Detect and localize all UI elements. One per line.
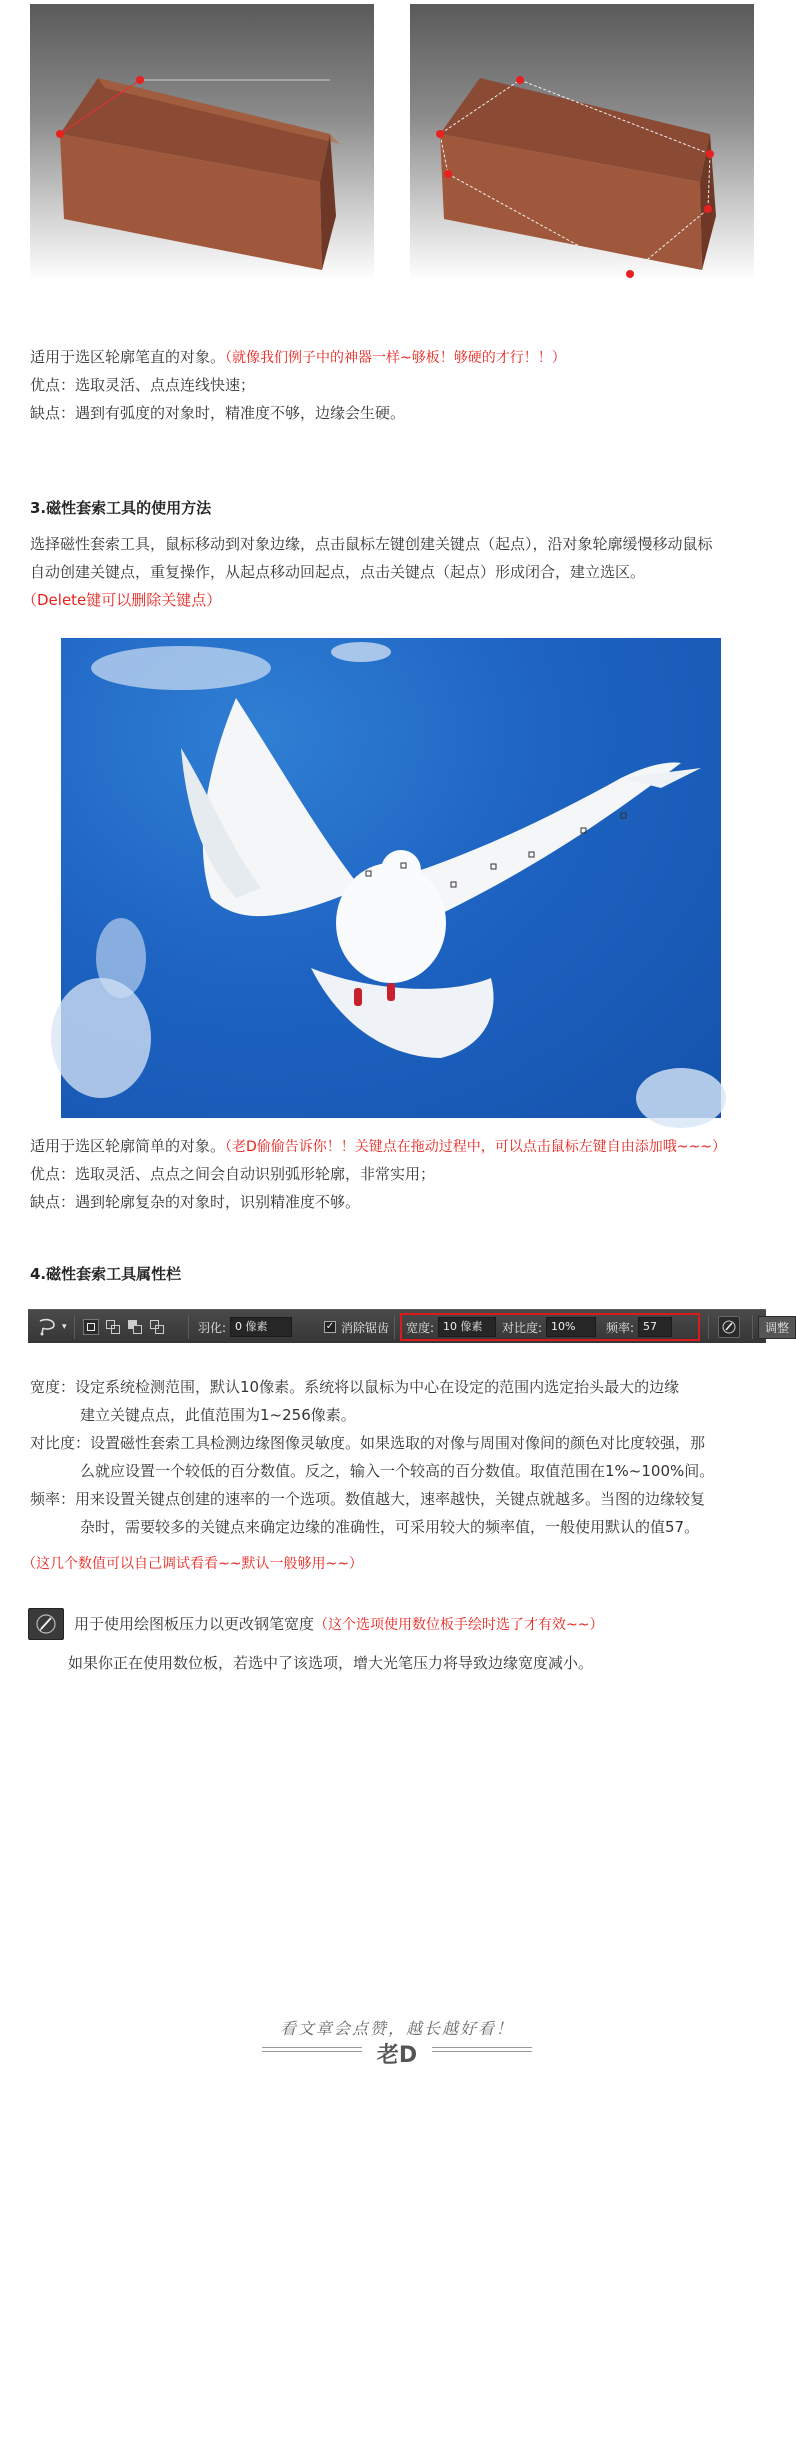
intersect-selection-icon[interactable]: [149, 1319, 165, 1335]
dove-photo: [61, 638, 721, 1118]
chevron-down-icon: ▾: [62, 1322, 67, 1332]
signature: [262, 2016, 532, 2076]
antialias-label: 消除锯齿: [341, 1320, 390, 1335]
subtract-selection-icon[interactable]: [127, 1319, 143, 1335]
straight-lasso-pros: 优点：选取灵活、点点连线快速；: [30, 376, 256, 394]
selection-mode-group: [83, 1310, 165, 1344]
pen-pressure-text: 用于使用绘图板压力以更改钢笔宽度（这个选项使用数位板手绘时选了才有效~~）: [74, 1615, 604, 1633]
width-definition: 宽度：设定系统检测范围，默认10像素。系统将以鼠标为中心在设定的范围内选定抬头最大的边缘 建立关键点点，此值范围为1~256像素。: [30, 1378, 680, 1424]
section3-title: 3.磁性套索工具的使用方法: [30, 499, 212, 517]
pen-pressure-icon: [719, 1317, 739, 1337]
contrast-label: 对比度:: [502, 1320, 543, 1335]
contrast-input[interactable]: 10%: [546, 1317, 596, 1337]
settings-note: （这几个数值可以自己调试看看~~默认一般够用~~）: [22, 1556, 363, 1572]
straight-lasso-cons: 缺点：遇到有弧度的对象时，精准度不够，边缘会生硬。: [30, 404, 406, 422]
magnetic-lasso-pros: 优点：选取灵活、点点之间会自动识别弧形轮廓，非常实用；: [30, 1165, 436, 1183]
options-bar: [28, 1309, 790, 1343]
feather-input[interactable]: 0 像素: [230, 1317, 292, 1337]
frequency-label: 频率:: [606, 1320, 635, 1335]
tool-preset-picker[interactable]: [36, 1310, 67, 1344]
section3-desc-line2: 自动创建关键点，重复操作，从起点移动回起点，点击关键点（起点）形成闭合，建立选区。: [30, 563, 646, 581]
width-input[interactable]: 10 像素: [438, 1317, 496, 1337]
pen-pressure-desc: 如果你正在使用数位板，若选中了该选项，增大光笔压力将导致边缘宽度减小。: [68, 1654, 594, 1672]
contrast-definition: 对比度：设置磁性套索工具检测边缘图像灵敏度。如果选取的对像与周围对像间的颜色对比度较强，那 么就应设置一个较低的百分数值。反之，输入一个较高的百分数值。取值范围在1%~100%间。: [30, 1434, 715, 1480]
new-selection-icon[interactable]: [83, 1319, 99, 1335]
add-selection-icon[interactable]: [105, 1319, 121, 1335]
refine-edge-button[interactable]: 调整: [758, 1316, 796, 1339]
pen-pressure-button[interactable]: [718, 1316, 740, 1338]
brick-example-left: [30, 4, 374, 280]
section3-tip: （Delete键可以删除关键点）: [22, 591, 222, 609]
signature-slogan: 看文章会点赞，越长越好看！: [279, 2019, 514, 2038]
antialias-checkbox[interactable]: ✓: [325, 1321, 335, 1332]
brick-example-right: [410, 4, 754, 280]
magnetic-lasso-applies: 适用于选区轮廓简单的对象。（老D偷偷告诉你！！关键点在拖动过程中，可以点击鼠标左键自由添加哦~~~）: [30, 1137, 726, 1155]
straight-lasso-applies: 适用于选区轮廓笔直的对象。（就像我们例子中的神器一样~够板！够硬的才行！！）: [30, 348, 566, 366]
frequency-definition: 频率：用来设置关键点创建的速率的一个选项。数值越大，速率越快，关键点就越多。当图的边缘较复 杂时，需要较多的关键点来确定边缘的准确性，可采用较大的频率值，一般使用默认的值57。: [30, 1490, 706, 1536]
section4-title: 4.磁性套索工具属性栏: [30, 1265, 182, 1283]
magnetic-lasso-icon: [36, 1317, 58, 1337]
magnetic-lasso-cons: 缺点：遇到轮廓复杂的对象时，识别精准度不够。: [30, 1193, 361, 1211]
feather-label: 羽化:: [198, 1320, 227, 1335]
signature-author: 老D: [376, 2043, 418, 2068]
pen-pressure-icon-large: [28, 1608, 64, 1640]
frequency-input[interactable]: 57: [638, 1317, 672, 1337]
width-label: 宽度:: [406, 1320, 435, 1335]
section3-desc-line1: 选择磁性套索工具，鼠标移动到对象边缘，点击鼠标左键创建关键点（起点），沿对象轮廓缓慢移动鼠标: [30, 535, 713, 553]
